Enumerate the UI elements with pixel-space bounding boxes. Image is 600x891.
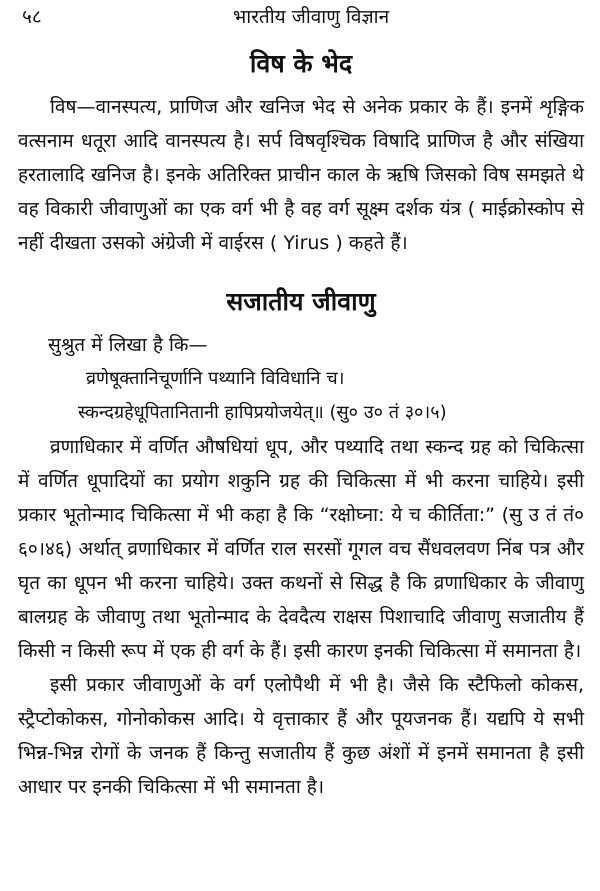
quote-intro: सुश्रुत में लिखा है कि—: [48, 334, 208, 356]
sanskrit-verse-line-1: व्रणेषूक्तानिचूर्णानि पथ्यानि विविधानि च।: [86, 368, 345, 389]
book-title: भारतीय जीवाणु विज्ञान: [232, 6, 390, 28]
running-header: [18, 0, 584, 34]
paragraph-types-of-poison: विष—वानस्पत्य, प्राणिज और खनिज भेद से अनेक प्रकार के हैं। इनमें शृङ्गिक वत्सनाम धतूरा आदि वानस्पत्य है। सर्प विषवृश्चिक विषादि प्राणिज है और संखिया हरतालादि खनिज है। इनके अतिरिक्त प्राचीन काल के ऋषि जिसको विष समझते थे वह विकारी जीवाणुओं का एक वर्ग भी है वह वर्ग सूक्ष्म दर्शक यंत्र ( माईक्रोस्कोप से नहीं दीखता उसको अंग्रेजी में वाईरस ( Yirus ) कहते हैं।: [18, 96, 584, 254]
paragraph-allopathy-groups: इसी प्रकार जीवाणुओं के वर्ग एलोपैथी में भी है। जैसे कि स्टैफिलो कोकस, स्ट्रैप्टोकोकस, गोनोकोकस आदि। ये वृत्ताकार हैं और पूयजनक हैं। यद्यपि ये सभी भिन्न-भिन्न रोगों के जनक हैं किन्तु सजातीय हैं कुछ अंशों में इनमें समानता है इसी आधार पर इनकी चिकित्सा में भी समानता है।: [18, 674, 584, 798]
paragraph-wound-treatment: व्रणाधिकार में वर्णित औषधियां धूप, और पथ्यादि तथा स्कन्द ग्रह को चिकित्सा में वर्णित धूपादियों का प्रयोग शकुनि ग्रह की चिकित्सा में भी करना चाहिये। इसी प्रकार भूतोन्माद चिकित्सा में भी कहा है कि “रक्षोघ्ना: ये च कीर्तिता:” (सु उ तं तं० ६०।४६) अर्थात् व्रणाधिकार में वर्णित राल सरसों गूगल वच सैंधवलवण निंब पत्र और घृत का धूपन भी करना चाहिये। उक्त कथनों से सिद्ध है कि व्रणाधिकार के जीवाणु बालग्रह के जीवाणु तथा भूतोन्माद के देवदैत्य राक्षस पिशाचादि जीवाणु सजातीय हैं किसी न किसी रूप में एक ही वर्ग के हैं। इसी कारण इनकी चिकित्सा में समानता है।: [18, 436, 584, 662]
sanskrit-verse-line-2: स्कन्दग्रहेधूपितानितानी हापिप्रयोजयेत्॥ (सु० उ० तं ३०।५): [78, 402, 447, 423]
section-heading-similar-germs: सजातीय जीवाणु: [226, 287, 376, 316]
page-number: ५८: [22, 6, 42, 28]
section-heading-types-of-poison: विष के भेद: [249, 49, 353, 78]
